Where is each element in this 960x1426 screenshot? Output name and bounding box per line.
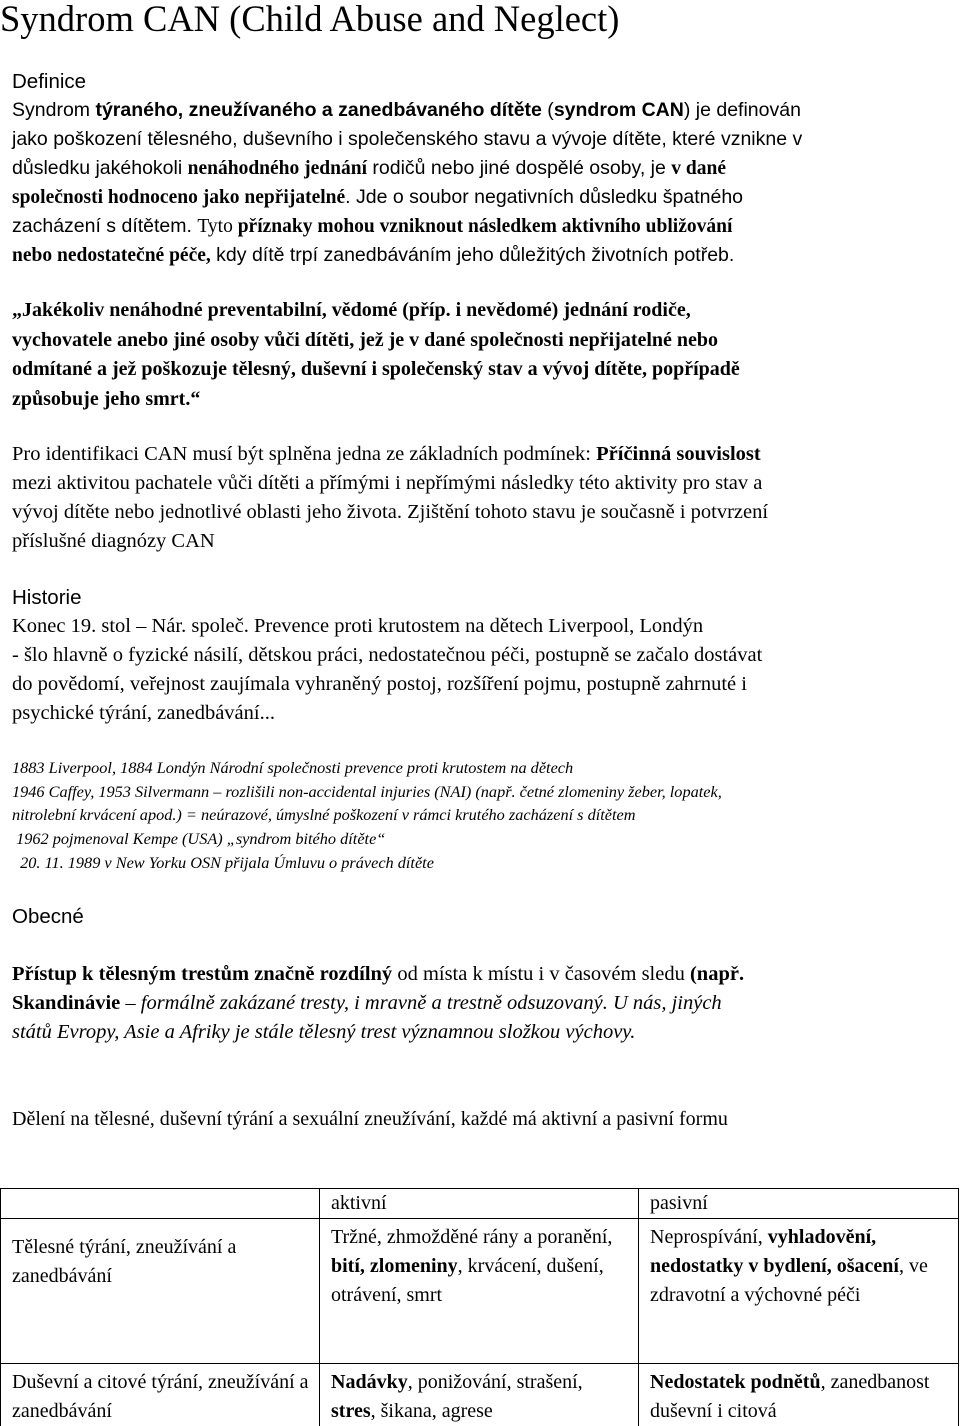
chronology-line: nitrolební krvácení apod.) = neúrazové, úmyslné poškození v rámci krutého zacházení s dítětem (12, 805, 636, 825)
definition-quote (12, 296, 952, 414)
quote-line: „Jakékoliv nenáhodné preventabilní, vědomé (příp. i nevědomé) jednání rodiče, (12, 299, 691, 321)
section-heading-obecne: Obecné (12, 905, 84, 928)
abuse-forms-sentence: Dělení na tělesné, duševní týrání a sexuální zneužívání, každé má aktivní a pasivní formu (12, 1108, 728, 1130)
identification-line: Pro identifikaci CAN musí být splněna jedna ze základních podmínek: Příčinná souvislost (12, 443, 761, 465)
quote-line: vychovatele anebo jiné osoby vůči dítěti, jež je v dané společnosti nepřijatelné nebo (12, 328, 719, 351)
history-line: psychické týrání, zanedbávání... (12, 702, 275, 724)
table-header-cell (1, 1189, 320, 1219)
chronology-line: 1962 pojmenoval Kempe (USA) „syndrom bitého dítěte“ (12, 829, 386, 849)
chronology-line: 1883 Liverpool, 1884 Londýn Národní společnosti prevence proti krutostem na dětech (12, 758, 574, 777)
table-header-cell: pasivní (639, 1189, 959, 1219)
table-cell-active: Tržné, zhmožděné rány a poranění, bití, zlomeniny, krvácení, dušení, otrávení, smrt (320, 1219, 639, 1364)
history-line: Konec 19. stol – Nár. společ. Prevence proti krutostem na dětech Liverpool, Londýn (12, 615, 704, 637)
section-heading-historie: Historie (12, 586, 82, 609)
general-line: států Evropy, Asie a Afriky je stále tělesný trest významnou složkou výchovy. (12, 1021, 636, 1043)
identification-paragraph (12, 440, 952, 556)
table-header-row (1, 1189, 959, 1219)
table-header-cell: aktivní (320, 1189, 639, 1219)
section-heading-definice: Definice (12, 70, 87, 93)
table-cell-passive: Neprospívání, vyhladovění, nedostatky v bydlení, ošacení, ve zdravotní a výchovné péči (639, 1219, 959, 1364)
table-row (1, 1219, 959, 1364)
history-paragraph (12, 612, 952, 728)
general-line: Skandinávie – formálně zakázané tresty, i mravně a trestně odsuzovaný. U nás, jiných (12, 992, 722, 1014)
page-title: Syndrom CAN (Child Abuse and Neglect) (0, 0, 620, 39)
identification-line: příslušné diagnózy CAN (12, 530, 215, 552)
abuse-forms-table (0, 1188, 959, 1426)
quote-line: odmítané a jež poškozuje tělesný, duševní i společenský stav a vývoj dítěte, popřípadě (12, 358, 740, 380)
definition-line-2: jako poškození tělesného, duševního i společenského stavu a vývoje dítěte, které vznikne v (12, 128, 803, 150)
definition-line-6: nebo nedostatečné péče, kdy dítě trpí zanedbáváním jeho důležitých životních potřeb. (12, 244, 735, 266)
table-cell-passive: Nedostatek podnětů, zanedbanost duševní i citová (639, 1364, 959, 1426)
quote-line: způsobuje jeho smrt.“ (12, 387, 201, 410)
chronology-list (12, 756, 952, 875)
chronology-line: 20. 11. 1989 v New Yorku OSN přijala Úmluvu o právech dítěte (12, 852, 434, 872)
table-cell-active: Nadávky, ponižování, strašení, stres, šikana, agrese (320, 1364, 639, 1426)
definition-line-5: zacházení s dítětem. Tyto příznaky mohou vzniknout následkem aktivního ubližování (12, 215, 733, 237)
table-row (1, 1364, 959, 1426)
general-line: Přístup k tělesným trestům značně rozdílný od místa k místu i v časovém sledu (např. (12, 963, 745, 985)
history-line: do povědomí, veřejnost zaujímala vyhraněný postoj, rozšíření pojmu, postupně zahrnuté i (12, 673, 747, 695)
definition-line-3: důsledku jakéhokoli nenáhodného jednání rodičů nebo jiné dospělé osoby, je v dané (12, 157, 726, 179)
chronology-line: 1946 Caffey, 1953 Silvermann – rozlišili non-accidental injuries (NAI) (např. četné zlomeniny žeber, lopatek, (12, 781, 722, 801)
definition-line-1: Syndrom týraného, zneužívaného a zanedbávaného dítěte (syndrom CAN) je definován (12, 99, 801, 121)
identification-line: mezi aktivitou pachatele vůči dítěti a přímými i nepřímými následky této aktivity pro stav a (12, 472, 763, 494)
general-paragraph (12, 960, 952, 1047)
definition-line-4: společnosti hodnoceno jako nepřijatelné. Jde o soubor negativních důsledku špatného (12, 186, 744, 208)
definition-paragraph (12, 96, 952, 270)
table-cell-type: Tělesné týrání, zneužívání a zanedbávání (1, 1219, 320, 1364)
table-cell-type: Duševní a citové týrání, zneužívání a zanedbávání (1, 1364, 320, 1426)
history-line: - šlo hlavně o fyzické násilí, dětskou práci, nedostatečnou péči, postupně se začalo dostávat (12, 644, 763, 666)
identification-line: vývoj dítěte nebo jednotlivé oblasti jeho života. Zjištění tohoto stavu je současně i potvrzení (12, 501, 769, 523)
